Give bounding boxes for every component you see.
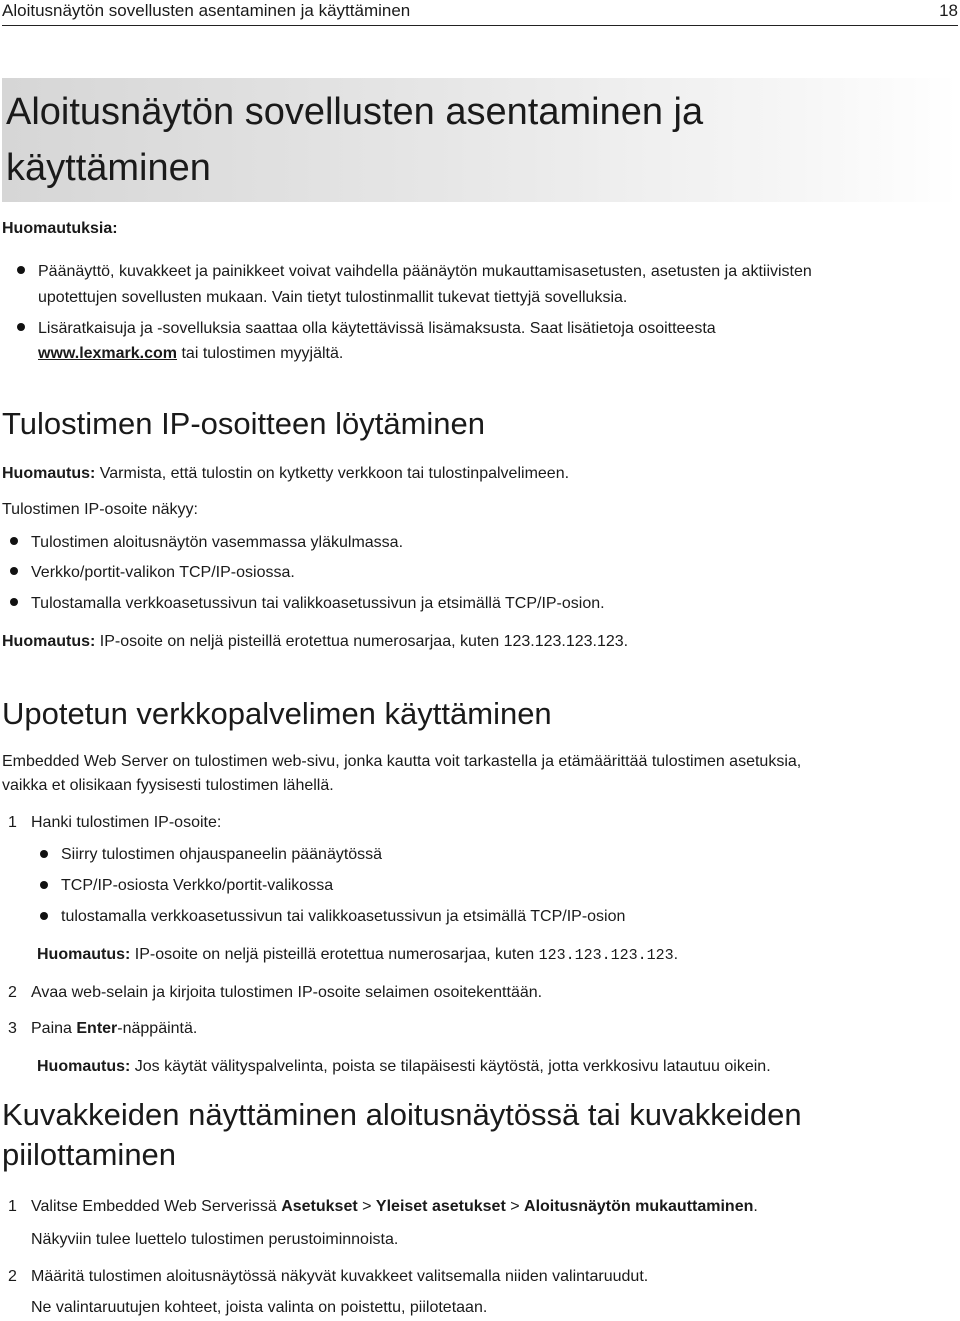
ews-step-1-note-text: IP-osoite on neljä pisteillä erotettua numerosarjaa, kuten — [130, 946, 539, 963]
note-item-1-line1: Päänäyttö, kuvakkeet ja painikkeet voivat vaihdella päänäytön mukauttamisasetusten, asetusten ja aktiivisten — [38, 263, 812, 280]
step-number: 1 — [8, 814, 17, 831]
notes-heading: Huomautuksia: — [2, 220, 118, 237]
ews-step-3-post: -näppäintä. — [117, 1020, 198, 1037]
section-heading-icons-line2: piilottaminen — [2, 1137, 177, 1172]
bullet-icon — [40, 881, 48, 889]
section-heading-ews: Upotetun verkkopalvelimen käyttäminen — [2, 696, 552, 731]
chapter-title-band — [2, 78, 958, 202]
note-item-1-line2: upotettujen sovellusten mukaan. Vain tietyt tulostinmallit tukevat tiettyjä sovelluksia. — [38, 289, 628, 306]
icons-step-1-end: . — [753, 1198, 758, 1215]
menu-path-sep: > — [357, 1198, 376, 1215]
lexmark-link[interactable]: www.lexmark.com — [38, 345, 178, 362]
section-heading-icons — [2, 1095, 802, 1175]
ews-step-3-note-label: Huomautus: — [37, 1058, 131, 1075]
step-number: 2 — [8, 1268, 17, 1285]
chapter-title-line1: Aloitusnäytön sovellusten asentaminen ja — [6, 91, 704, 133]
bullet-icon — [40, 850, 48, 858]
ip-example-code: 123.123.123.123 — [538, 947, 674, 964]
bullet-icon — [40, 912, 48, 920]
ews-step-1-item-3: tulostamalla verkkoasetussivun tai valikkoasetussivun ja etsimällä TCP/IP-osion — [61, 908, 626, 925]
ip-note-1-text: Varmista, että tulostin on kytketty verkkoon tai tulostinpalvelimeen. — [95, 465, 570, 482]
bullet-icon — [10, 567, 18, 575]
ews-step-1-item-1: Siirry tulostimen ohjauspaneelin päänäytössä — [61, 846, 383, 863]
chapter-title — [2, 78, 958, 196]
ews-step-1-note-label: Huomautus: — [37, 946, 131, 963]
section-heading-icons-line1: Kuvakkeiden näyttäminen aloitusnäytössä tai kuvakkeiden — [2, 1097, 802, 1132]
step-number: 1 — [8, 1198, 17, 1215]
ews-intro-line2: vaikka et olisikaan fyysisesti tulostimen lähellä. — [2, 777, 334, 794]
running-title: Aloitusnäytön sovellusten asentaminen ja käyttäminen — [2, 1, 411, 20]
section-heading-ip: Tulostimen IP-osoitteen löytäminen — [2, 406, 486, 441]
ews-step-2: Avaa web-selain ja kirjoita tulostimen IP-osoite selaimen osoitekenttään. — [31, 984, 543, 1001]
ews-intro-line1: Embedded Web Server on tulostimen web-sivu, jonka kautta voit tarkastella ja etämäärittää tulostimen asetuksia, — [2, 753, 802, 770]
bullet-icon — [17, 266, 25, 274]
ews-step-3-pre: Paina — [31, 1020, 77, 1037]
ip-note-1 — [2, 462, 569, 485]
menu-path-general-settings: Yleiset asetukset — [375, 1198, 506, 1215]
icons-step-2: Määritä tulostimen aloitusnäytössä näkyvät kuvakkeet valitsemalla niiden valintaruudut. — [31, 1268, 649, 1285]
ip-note-2-label: Huomautus: — [2, 633, 96, 650]
menu-path-settings: Asetukset — [281, 1198, 358, 1215]
menu-path-sep: > — [505, 1198, 525, 1215]
ews-step-1-item-2: TCP/IP-osiosta Verkko/portit-valikossa — [61, 877, 334, 894]
enter-key-label: Enter — [76, 1020, 118, 1037]
header-rule — [2, 25, 958, 26]
ip-note-1-label: Huomautus: — [2, 465, 96, 482]
icons-step-2-sub: Ne valintaruutujen kohteet, joista valinta on poistettu, piilotetaan. — [31, 1299, 488, 1316]
ews-step-1-note-end: . — [673, 946, 679, 963]
ews-step-1-note — [37, 943, 678, 967]
ip-item-3: Tulostamalla verkkoasetussivun tai valikkoasetussivun ja etsimällä TCP/IP-osion. — [31, 595, 605, 612]
running-header — [2, 0, 958, 26]
ews-step-1: Hanki tulostimen IP-osoite: — [31, 814, 222, 831]
icons-step-1 — [31, 1195, 758, 1218]
ip-item-1: Tulostimen aloitusnäytön vasemmassa yläkulmassa. — [31, 534, 404, 551]
ews-step-3 — [31, 1017, 197, 1040]
step-number: 3 — [8, 1020, 17, 1037]
bullet-icon — [17, 323, 25, 331]
ip-intro: Tulostimen IP-osoite näkyy: — [2, 501, 198, 518]
page-number: 18 — [939, 1, 958, 20]
ip-note-2 — [2, 630, 628, 653]
bullet-icon — [10, 598, 18, 606]
note-item-2-line2 — [38, 342, 343, 365]
note-item-2-line1: Lisäratkaisuja ja -sovelluksia saattaa olla käytettävissä lisämaksusta. Saat lisätietoja osoitteesta — [38, 320, 716, 337]
ip-item-2: Verkko/portit-valikon TCP/IP-osiossa. — [31, 564, 295, 581]
chapter-title-line2: käyttäminen — [6, 147, 211, 189]
ews-step-3-note — [37, 1055, 771, 1078]
menu-path-home-customization: Aloitusnäytön mukauttaminen — [524, 1198, 754, 1215]
note-item-2-rest: tai tulostimen myyjältä. — [177, 345, 344, 362]
bullet-icon — [10, 537, 18, 545]
ip-note-2-text: IP-osoite on neljä pisteillä erotettua numerosarjaa, kuten 123.123.123.123. — [95, 633, 629, 650]
icons-step-1-sub: Näkyviin tulee luettelo tulostimen perustoiminnoista. — [31, 1231, 399, 1248]
step-number: 2 — [8, 984, 17, 1001]
ews-step-3-note-text: Jos käytät välityspalvelinta, poista se tilapäisesti käytöstä, jotta verkkosivu latautuu oikein. — [130, 1058, 771, 1075]
icons-step-1-pre: Valitse Embedded Web Serverissä — [31, 1198, 282, 1215]
